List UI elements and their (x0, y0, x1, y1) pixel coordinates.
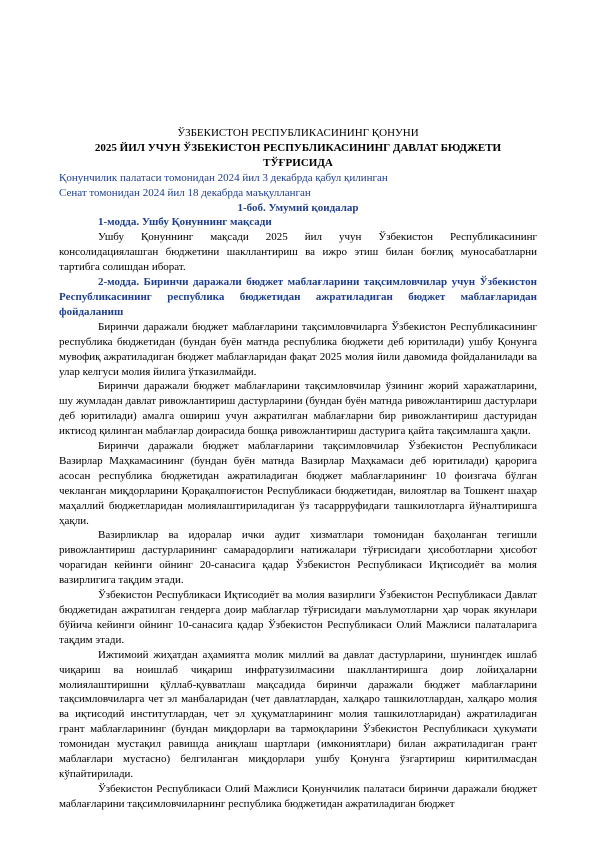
article-2-paragraph-3: Биринчи даражали бюджет маблағларини тақсимловчилар Ўзбекистон Республикаси Вазирлар Маҳкамасининг (бундан буён матнда Вазирлар Маҳкамаси деб юритилади) қарорига асосан республика бюджетидан ажратиладиган бюджет маблағларининг 10 фоизгача бўлган чекланган миқдорларини Қорақалпоғистон Республикаси бюджетидан, вилоятлар ва Тошкент шаҳар маҳаллий бюджетларидан молиялаштириладиган ўз тасаррруфидаги ташкилотларга йўналтиришга ҳақли. (59, 440, 537, 527)
adoption-date: Қонунчилик палатаси томонидан 2024 йил 3 декабрда қабул қилинган (59, 171, 388, 184)
chapter-heading: 1-боб. Умумий қоидалар (237, 201, 359, 214)
article-2-paragraph-6: Ижтимоий жиҳатдан аҳамиятга молик миллий ва давлат дастурларини, шунингдек ишлаб чиқариш ва ноишлаб чиқариш инфратузилмасини шакллантиришга доир лойиҳаларни молиялаштиришни қўллаб-қувватлаш мақсадида биринчи даражали бюджет маблағларини тақсимловчиларга чет эл манбаларидан (чет давлатлардан, халқаро ташкилотлардан, халқаро молия ва иқтисодий институтлардан, чет эл ҳуқуматларининг молия ташкилотларидан) ажратиладиган грант маблағларининг (бундан миқдорлари ва тармоқларини Ўзбекистон Республикаси ҳукумати томонидан мустақил равишда аниқлаш шартлари (имкониятлари) билан ажратиладиган грант маблағлари мустасно) белгиланган миқдорлари ушбу Қонунга ўзгартириш киритилмасдан кўпайтирилади. (59, 648, 537, 780)
article-2-heading: 2-модда. Биринчи даражали бюджет маблағларини тақсимловчилар учун Ўзбекистон Республикасининг республика бюджетидан ажратиладиган бюджет маблағларидан фойдаланиш (59, 276, 537, 318)
article-2-paragraph-4: Вазирликлар ва идоралар ички аудит хизматлари томонидан баҳоланган тегишли ривожлантириш дастурларининг самарадорлиги натижалари тўғрисидаги ҳисоботларни ҳисобот чорагидан кейинги ойнинг 20-санасига қадар Ўзбекистон Республикаси Иқтисодиёт ва молия вазирлигига тақдим этади. (59, 529, 537, 587)
document-title: 2025 ЙИЛ УЧУН ЎЗБЕКИСТОН РЕСПУБЛИКАСИНИНГ ДАВЛАТ БЮДЖЕТИ ТЎҒРИСИДА (94, 141, 502, 169)
document-page (59, 126, 537, 812)
article-2-paragraph-7: Ўзбекистон Республикаси Олий Мажлиси Қонунчилик палатаси биринчи даражали бюджет маблағларини тақсимловчиларнинг республика бюджетидан ажратиладиган бюджет (59, 782, 537, 810)
law-heading: ЎЗБЕКИСТОН РЕСПУБЛИКАСИНИНГ ҚОНУНИ (177, 127, 419, 139)
article-2-paragraph-5: Ўзбекистон Республикаси Иқтисодиёт ва молия вазирлиги Ўзбекистон Республикаси Давлат бюджетидан ажратилган гендерга доир маблағлар тўғрисидаги маълумотларни ҳар чорак якунлари бўйича кейинги ойнинг 10-санасига қадар Ўзбекистон Республикаси Олий Мажлиси палаталарига тақдим этади. (59, 589, 537, 646)
article-2-paragraph-2: Биринчи даражали бюджет маблағларини тақсимловчилар ўзининг жорий харажатларини, шу жумладан давлат ривожлантириш дастурларини (бундан буён матнда ривожлантириш дастурлари деб юритилади) амалга ошириш учун ажратилган маблағларни бир ривожлантириш дастуридан иктисод қилинган маблағлар доирасида бошқа ривожлантириш дастурига қайта тақсимлашга ҳақли. (59, 380, 537, 438)
article-1-heading: 1-модда. Ушбу Қонуннинг мақсади (98, 216, 272, 229)
article-2-paragraph-1: Биринчи даражали бюджет маблағларини тақсимловчиларга Ўзбекистон Республикасининг республика бюджетидан (бундан буён матнда республика бюджети деб юритилади) ушбу Қонунга мувофиқ ажратиладиган бюджет маблағларидан фақат 2025 молия йили давомида фойдаланилади ва улар келгуси молия йилига ўтказилмайди. (59, 320, 537, 378)
approval-date: Сенат томонидан 2024 йил 18 декабрда маъқулланган (59, 186, 311, 199)
article-1-paragraph: Ушбу Қонуннинг мақсади 2025 йил учун Ўзбекистон Республикасининг консолидациялашган бюджетини шакллантириш ва ижро этиш билан боғлиқ муносабатларни тартибга солишдан иборат. (59, 231, 537, 274)
